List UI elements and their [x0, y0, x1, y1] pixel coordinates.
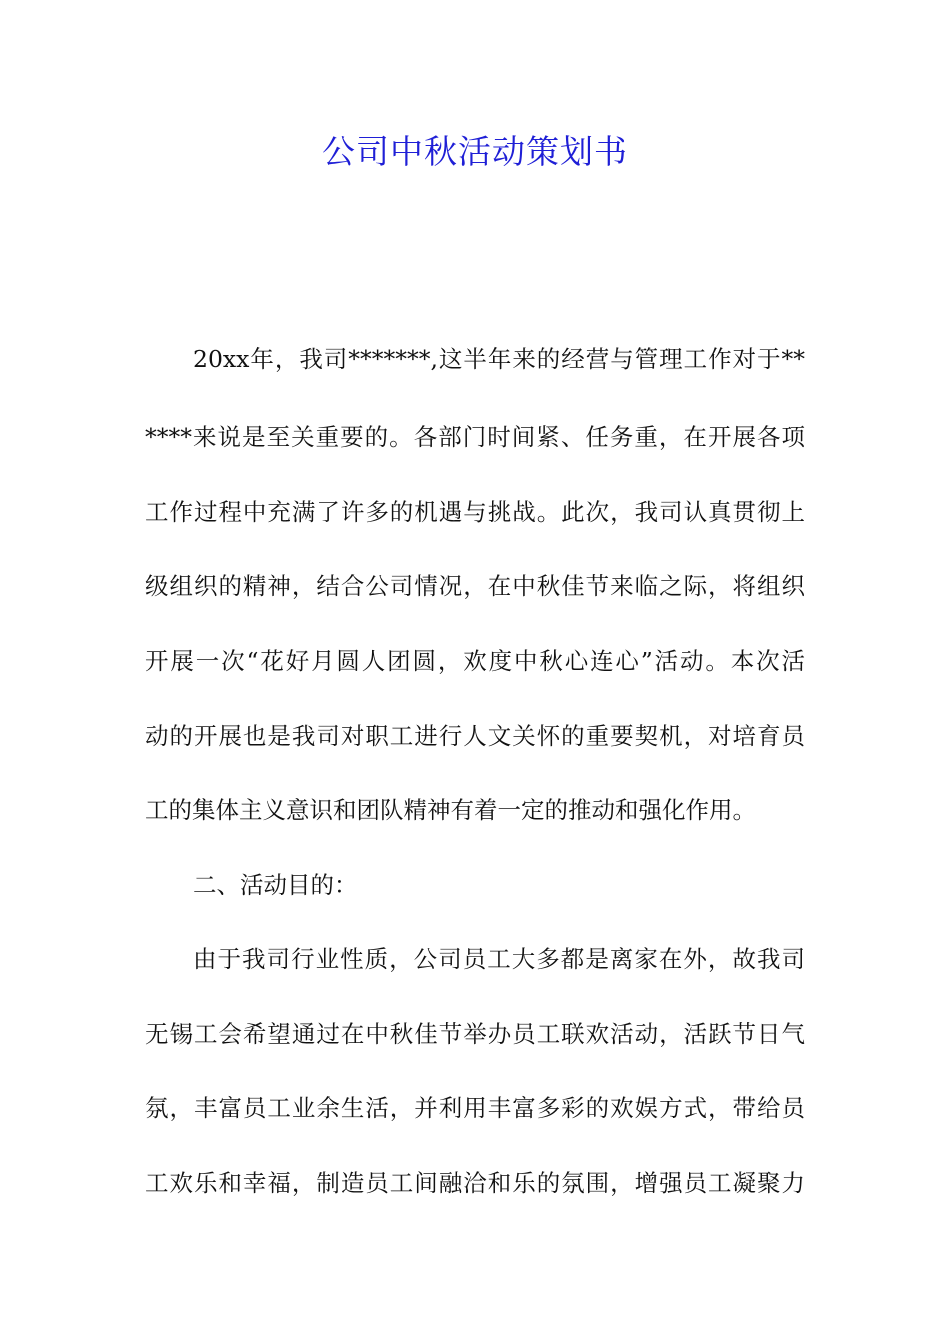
document-title: 公司中秋活动策划书: [322, 132, 628, 171]
paragraph-line: 动的开展也是我司对职工进行人文关怀的重要契机，对培育员: [145, 722, 805, 750]
paragraph-line: 工欢乐和幸福，制造员工间融洽和乐的氛围，增强员工凝聚力: [145, 1169, 805, 1197]
paragraph-line: 无锡工会希望通过在中秋佳节举办员工联欢活动，活跃节日气: [145, 1020, 805, 1048]
paragraph-line: ****来说是至关重要的。各部门时间紧、任务重，在开展各项: [145, 423, 805, 451]
paragraph-line: 级组织的精神，结合公司情况，在中秋佳节来临之际，将组织: [145, 572, 805, 600]
paragraph-line: 由于我司行业性质，公司员工大多都是离家在外，故我司: [193, 945, 805, 973]
paragraph-line: 开展一次“花好月圆人团圆，欢度中秋心连心”活动。本次活: [145, 647, 805, 675]
section-heading: 二、活动目的：: [193, 871, 358, 899]
paragraph-line: 工作过程中充满了许多的机遇与挑战。此次，我司认真贯彻上: [145, 498, 805, 526]
paragraph-line: 氛，丰富员工业余生活，并利用丰富多彩的欢娱方式，带给员: [145, 1094, 805, 1122]
paragraph-line: 工的集体主义意识和团队精神有着一定的推动和强化作用。: [145, 796, 756, 824]
paragraph-line: 20xx年，我司*******,这半年来的经营与管理工作对于**: [193, 345, 805, 373]
